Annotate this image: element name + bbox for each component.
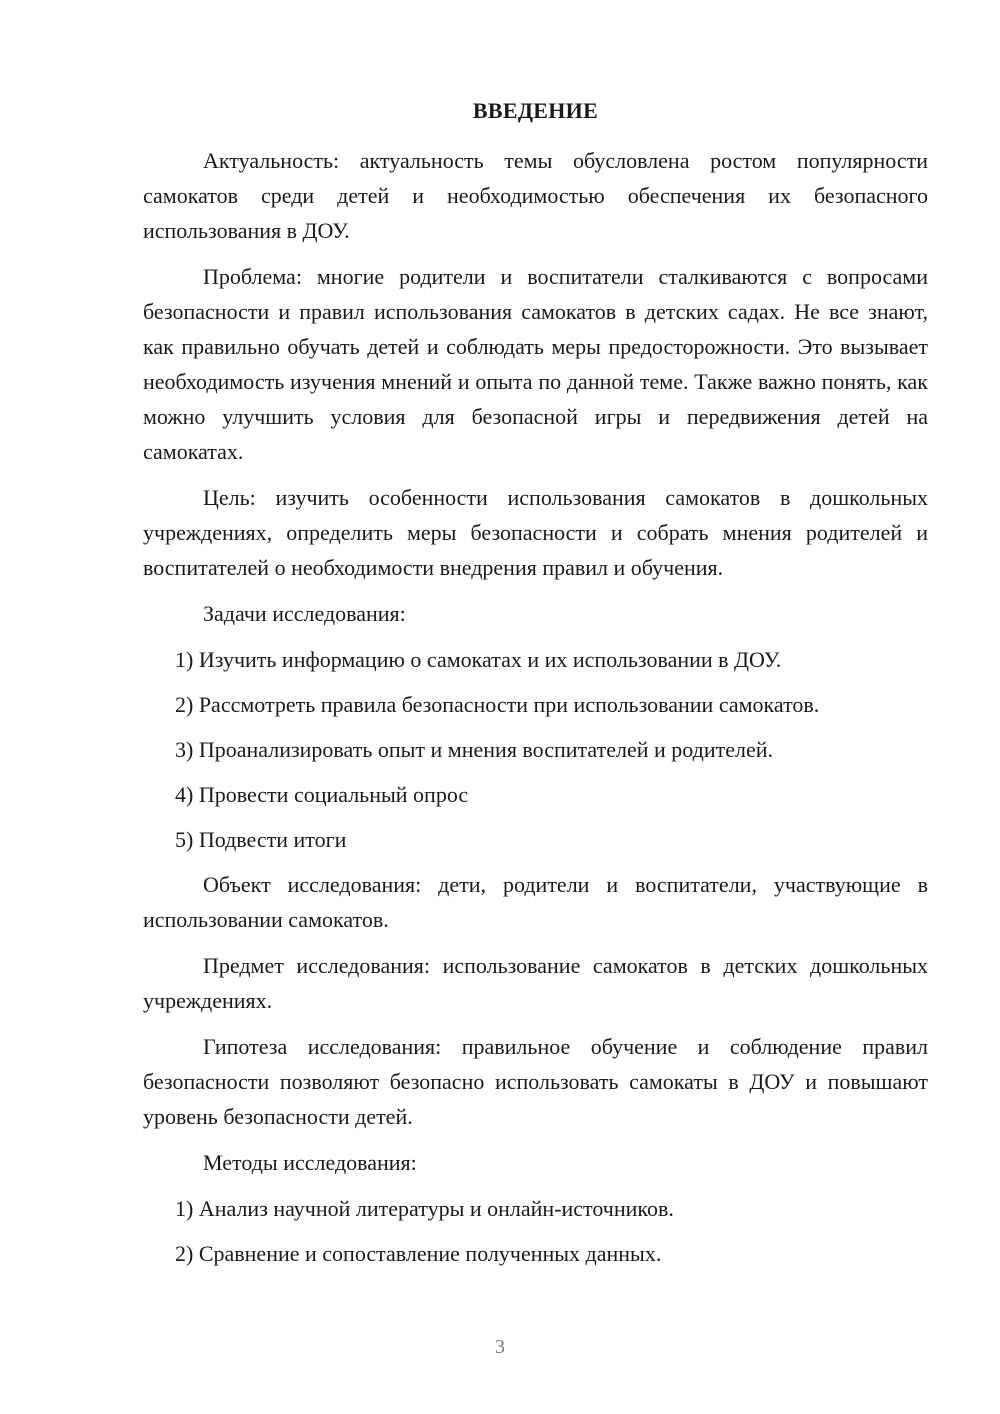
method-item: 1) Анализ научной литературы и онлайн-источников. (175, 1196, 674, 1221)
hypothesis-paragraph: Гипотеза исследования: правильное обучение и соблюдение правил безопасности позволяют безопасно использовать самокаты в ДОУ и повышают уровень безопасности детей. (143, 1034, 928, 1129)
method-item: 2) Сравнение и сопоставление полученных данных. (175, 1241, 662, 1266)
task-item: 3) Проанализировать опыт и мнения воспитателей и родителей. (175, 737, 774, 762)
tasks-heading: Задачи исследования: (203, 601, 406, 626)
relevance-paragraph: Актуальность: актуальность темы обусловлена ростом популярности самокатов среди детей и необходимостью обеспечения их безопасного использования в ДОУ. (143, 148, 928, 243)
task-item: 5) Подвести итоги (175, 827, 347, 852)
document-page (143, 96, 928, 1281)
task-item: 2) Рассмотреть правила безопасности при использовании самокатов. (175, 692, 820, 717)
section-title: ВВЕДЕНИЕ (472, 98, 599, 123)
object-paragraph: Объект исследования: дети, родители и воспитатели, участвующие в использовании самокатов. (143, 872, 928, 932)
subject-paragraph: Предмет исследования: использование самокатов в детских дошкольных учреждениях. (143, 953, 928, 1013)
task-item: 1) Изучить информацию о самокатах и их использовании в ДОУ. (175, 647, 782, 672)
page-number: 3 (495, 1336, 505, 1358)
methods-heading: Методы исследования: (203, 1150, 417, 1175)
problem-paragraph: Проблема: многие родители и воспитатели сталкиваются с вопросами безопасности и правил использования самокатов в детских садах. Не все знают, как правильно обучать детей и соблюдать меры предосторожности. Это вызывает необходимость изучения мнений и опыта по данной теме. Также важно понять, как можно улучшить условия для безопасной игры и передвижения детей на самокатах. (143, 264, 928, 464)
goal-paragraph: Цель: изучить особенности использования самокатов в дошкольных учреждениях, определить меры безопасности и собрать мнения родителей и воспитателей о необходимости внедрения правил и обучения. (143, 485, 928, 580)
task-item: 4) Провести социальный опрос (175, 782, 469, 807)
